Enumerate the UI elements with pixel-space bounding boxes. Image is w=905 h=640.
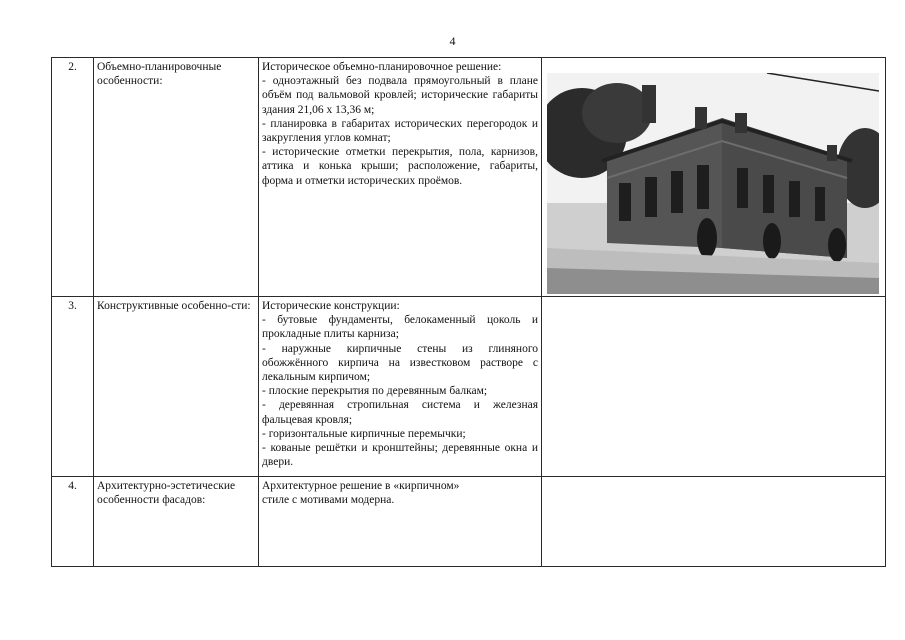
description-line: - плоские перекрытия по деревянным балкам;: [262, 385, 488, 398]
description-line: Исторические конструкции:: [262, 300, 400, 312]
description-line: Архитектурное решение в «кирпичном»: [262, 480, 460, 492]
description-line: - деревянная стропильная система и железная фальцевая кровля;: [262, 399, 538, 426]
table-row: [52, 297, 886, 477]
empty-cell: [542, 297, 886, 477]
description-line: - бутовые фундаменты, белокаменный цоколь и прокладные плиты карниза;: [262, 314, 538, 341]
row-number: 4.: [52, 477, 94, 567]
empty-cell: [542, 477, 886, 567]
description-line: - планировка в габаритах исторических перегородок и закругления углов комнат;: [262, 117, 538, 145]
row-title: Конструктивные особенно-сти:: [94, 297, 259, 477]
description-line: Историческое объемно-планировочное решение:: [262, 61, 502, 73]
description-line: - одноэтажный без подвала прямоугольный в плане объём под вальмовой кровлей; исторические габариты здания 21,06 x 13,36 м;: [262, 75, 538, 116]
building-photo: [547, 73, 879, 294]
table-row: [52, 477, 886, 567]
row-description: [259, 477, 542, 567]
description-line: - исторические отметки перекрытия, пола, карнизов, аттика и конька крыши; расположение, габариты, форма и отметки исторических проёмов.: [262, 146, 538, 187]
page-number: 4: [449, 34, 456, 48]
row-title: Объемно-планировочные особенности:: [94, 58, 259, 297]
description-line: стиле с мотивами модерна.: [262, 494, 395, 507]
row-title: Архитектурно-эстетические особенности фасадов:: [94, 477, 259, 567]
description-line: - кованые решётки и кронштейны; деревянные окна и двери.: [262, 442, 538, 469]
row-number: 2.: [52, 58, 94, 297]
row-number: 3.: [52, 297, 94, 477]
row-description: [259, 58, 542, 297]
features-table: [51, 57, 886, 567]
table-row: [52, 58, 886, 297]
photo-cell: [542, 58, 886, 297]
description-line: - горизонтальные кирпичные перемычки;: [262, 427, 466, 440]
description-line: - наружные кирпичные стены из глиняного обожжённого кирпича на известковом растворе с лекальным кирпичом;: [262, 342, 538, 384]
row-description: [259, 297, 542, 477]
